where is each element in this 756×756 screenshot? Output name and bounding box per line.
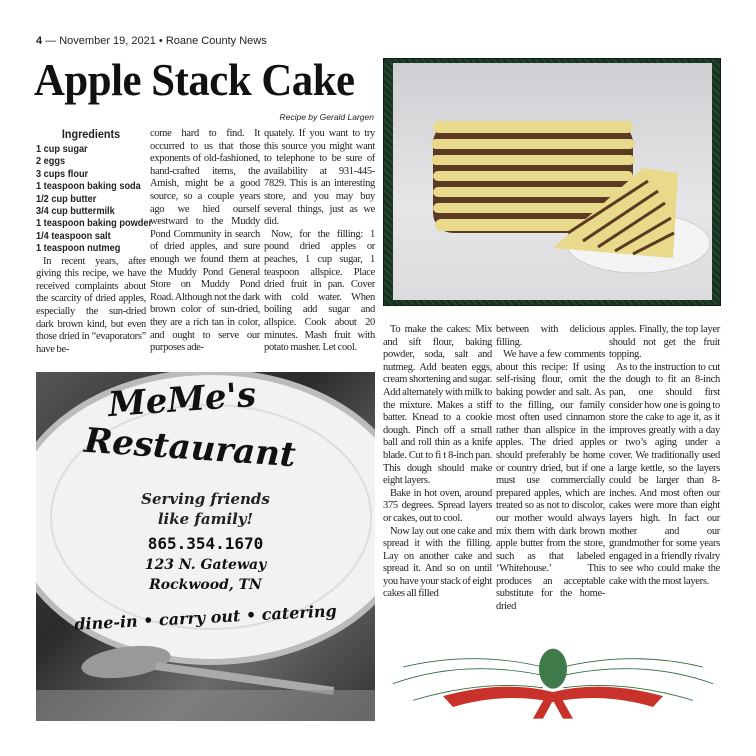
ingredients-heading: Ingredients <box>61 127 121 141</box>
column-3 <box>264 128 375 355</box>
paragraph: Bake in hot oven, around 375 degrees. Spread layers or cakes, out to cool. <box>383 487 492 524</box>
page-number: 4 <box>36 35 43 47</box>
pine-bow-decoration <box>383 642 721 722</box>
column-2 <box>150 128 260 355</box>
cake-photo <box>383 58 721 306</box>
ad-tagline2: like family! <box>157 510 254 528</box>
ad-name-line2: Restaurant <box>82 420 297 476</box>
column-6 <box>609 324 720 588</box>
ingredient: 1 teaspoon nutmeg <box>36 243 121 255</box>
ingredient: 1/4 teaspoon salt <box>36 230 111 242</box>
ingredient: 3/4 cup buttermilk <box>36 206 115 218</box>
ingredient: 1 teaspoon baking soda <box>36 181 141 193</box>
column-5 <box>496 324 605 614</box>
article-title: Apple Stack Cake <box>34 54 355 105</box>
restaurant-ad <box>36 372 375 721</box>
paragraph: quately. If you want to try this source you might want to telephone to be sure of availability at 931-445-7829. This is an interesting store, and you may buy several things, just as we did. <box>264 128 375 228</box>
page-folio <box>36 35 267 47</box>
ad-tagline1: Serving friends <box>141 490 270 508</box>
paragraph: Now lay out one cake and spread it with the filling. Lay on another cake and spread it. And so on until you have your stack of eight cakes all filled <box>383 525 492 600</box>
paragraph: Now, for the filling: 1 pound dried apples or peaches, 1 cup sugar, 1 teaspoon allspice. Place dried fruit in pan. Cover with cold water. When boiling add sugar and allspice. Cook about 20 minutes. Mash fruit with potato masher. Let cool. <box>264 228 375 354</box>
ad-services: dine-in • carry out • catering <box>73 601 338 634</box>
paragraph: As to the instruction to cut the dough to fit an 8-inch pan, one should first consider how one is going to store the cake to age it, as it improves greatly with a day or two’s aging under a cover. We traditionally used a large kettle, so the layers could be larger than 8-inches. And most often our cakes were more than eight layers high. In fact our mother and our grandmother for some years engaged in a friendly rivalry to see who could make the cake with the most layers. <box>609 361 720 587</box>
ad-name-line1: MeMe's <box>106 374 258 426</box>
column-4 <box>383 324 492 601</box>
paragraph: come hard to find. It occurred to us that those exponents of old-fashioned, hand-crafted items, the Amish, might be a good source, so a couple years ago we hied ourself westward to the Muddy Pond Community in search of dried apples, and sure enough we found them at the Muddy Pond General Store on Muddy Pond Road. Although not the dark brown color of sun-dried, they are a rich tan in color, and ought to serve our purposes ade- <box>150 128 260 354</box>
paragraph: apples. Finally, the top layer should not get the fruit topping. <box>609 324 720 361</box>
column-1 <box>36 127 153 356</box>
ingredient: 1 teaspoon baking powder <box>36 218 153 230</box>
dateline: — November 19, 2021 • Roane County News <box>42 35 267 47</box>
paragraph: between with delicious filling. <box>496 324 605 348</box>
ad-city: Rockwood, TN <box>149 577 262 593</box>
ingredient: 1 cup sugar <box>36 144 88 155</box>
ad-address: 123 N. Gateway <box>144 557 267 573</box>
ingredient: 2 eggs <box>36 156 66 168</box>
ingredient: 3 cups flour <box>36 168 89 180</box>
ad-phone: 865.354.1670 <box>147 534 264 553</box>
byline: Recipe by Gerald Largen <box>279 112 374 122</box>
paragraph: We have a few comments about this recipe: If using self-rising flour, omit the baking powder and salt. As to the filling, our family most often used cinnamon rather than allspice in the apples. The dried apples should preferably be home or country dried, but if one must use commercially prepared apples, which are treated so as not to discolor, our mother would always mix them with dark brown apple butter from the store, such as that labeled ‘Whitehouse.’ This produces an acceptable substitute for the home-dried <box>496 349 605 613</box>
paragraph: In recent years, after giving this recipe, we have received complaints about the scarcity of dried apples, especially the sun-dried dark brown kind, but even those dried in “evaporators” have be- <box>36 255 146 355</box>
ingredient: 1/2 cup butter <box>36 193 97 205</box>
pinecone-ribbon-icon <box>383 642 721 722</box>
paragraph: To make the cakes: Mix and sift flour, baking powder, soda, salt and nutmeg. Add beaten eggs, cream shortening and sugar. Add alternately with milk to the mixture. Makes a stiff batter. Knead to a cookie dough. Pinch off a small ball and roll thin as a knife blade. Cut to fi t 8-inch pan. This dough should make eight layers. <box>383 324 492 487</box>
cake-illustration <box>393 63 712 300</box>
